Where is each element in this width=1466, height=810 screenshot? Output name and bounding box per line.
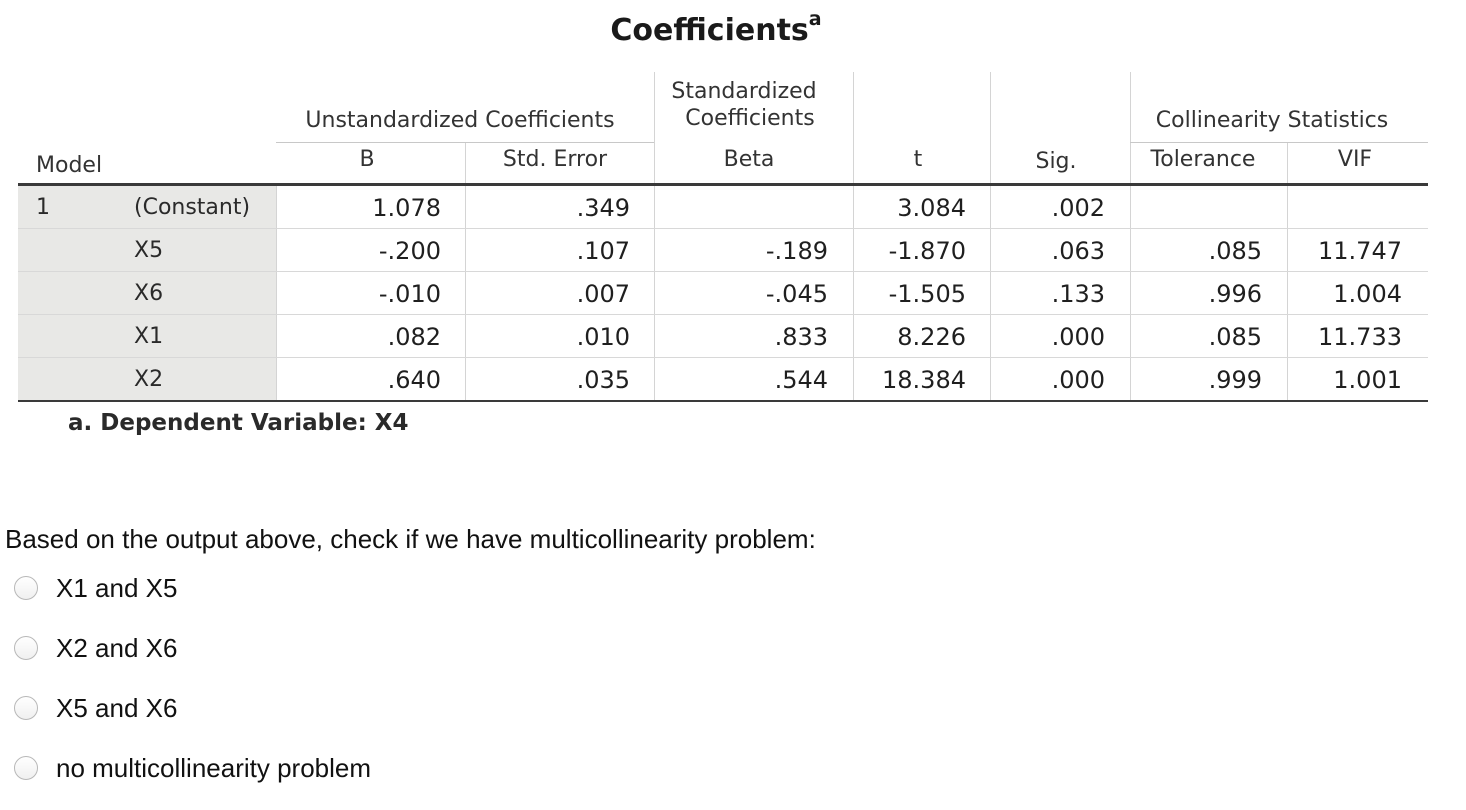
cell-sig: .133 — [1051, 280, 1105, 308]
header-sig: Sig. — [1035, 149, 1077, 174]
cell-b: -.200 — [378, 237, 441, 265]
cell-std-error: .010 — [576, 323, 630, 351]
header-divider — [853, 72, 854, 400]
cell-t: -1.870 — [888, 237, 966, 265]
header-model: Model — [36, 153, 103, 178]
cell-t: 18.384 — [882, 366, 966, 394]
cell-b: .640 — [387, 366, 441, 394]
cell-b: -.010 — [378, 280, 441, 308]
option-label[interactable]: X1 and X5 — [56, 572, 178, 603]
group-header-underline — [1130, 142, 1428, 143]
cell-t: -1.505 — [888, 280, 966, 308]
header-standardized-line2: Coefficients — [685, 106, 815, 131]
cell-tolerance: .996 — [1208, 280, 1262, 308]
header-vif: VIF — [1337, 147, 1373, 172]
row-label: X1 — [134, 324, 164, 349]
cell-tolerance: .085 — [1208, 237, 1262, 265]
cell-t: 8.226 — [897, 323, 966, 351]
radio-button[interactable] — [14, 636, 38, 660]
cell-beta: -.045 — [765, 280, 828, 308]
table-title — [0, 8, 1432, 48]
header-rule — [18, 183, 1428, 186]
header-divider — [276, 186, 277, 400]
radio-button[interactable] — [14, 576, 38, 600]
row-divider — [18, 357, 1428, 358]
cell-tolerance: .085 — [1208, 323, 1262, 351]
header-divider — [990, 72, 991, 400]
cell-std-error: .007 — [576, 280, 630, 308]
group-header-underline — [276, 142, 654, 143]
cell-vif: 11.747 — [1318, 237, 1402, 265]
row-label: X5 — [134, 238, 164, 263]
cell-sig: .000 — [1051, 366, 1105, 394]
option-x5-x6[interactable] — [14, 688, 177, 728]
cell-sig: .063 — [1051, 237, 1105, 265]
cell-vif: 1.004 — [1333, 280, 1402, 308]
row-divider — [18, 271, 1428, 272]
header-unstandardized: Unstandardized Coefficients — [305, 108, 615, 133]
table-bottom-rule — [18, 400, 1428, 402]
cell-std-error: .349 — [576, 194, 630, 222]
question-text: Based on the output above, check if we have multicollinearity problem: — [5, 524, 816, 554]
radio-button[interactable] — [14, 756, 38, 780]
header-standardized-line1: Standardized — [671, 79, 817, 104]
cell-b: 1.078 — [372, 194, 441, 222]
table-title-superscript: a — [808, 8, 822, 30]
cell-beta: -.189 — [765, 237, 828, 265]
option-label[interactable]: X2 and X6 — [56, 632, 178, 663]
row-divider — [18, 228, 1428, 229]
option-label[interactable]: X5 and X6 — [56, 692, 178, 723]
header-std-error: Std. Error — [502, 147, 608, 172]
cell-b: .082 — [387, 323, 441, 351]
option-no-multicollinearity[interactable] — [14, 748, 371, 788]
cell-std-error: .107 — [576, 237, 630, 265]
cell-vif: 11.733 — [1318, 323, 1402, 351]
cell-sig: .002 — [1051, 194, 1105, 222]
header-t: t — [913, 147, 923, 172]
cell-beta: .833 — [774, 323, 828, 351]
cell-t: 3.084 — [897, 194, 966, 222]
header-divider — [654, 72, 655, 400]
cell-tolerance: .999 — [1208, 366, 1262, 394]
model-number: 1 — [36, 195, 50, 220]
row-divider — [18, 314, 1428, 315]
table-title-text: Coefficients — [610, 13, 809, 48]
cell-std-error: .035 — [576, 366, 630, 394]
radio-button[interactable] — [14, 696, 38, 720]
option-x1-x5[interactable] — [14, 568, 177, 608]
option-x2-x6[interactable] — [14, 628, 177, 668]
header-tolerance: Tolerance — [1150, 147, 1256, 172]
header-divider — [1130, 72, 1131, 400]
row-label: (Constant) — [134, 195, 251, 220]
cell-beta: .544 — [774, 366, 828, 394]
cell-vif: 1.001 — [1333, 366, 1402, 394]
header-collinearity: Collinearity Statistics — [1155, 108, 1389, 133]
header-b: B — [359, 147, 375, 172]
table-footnote: a. Dependent Variable: X4 — [68, 410, 409, 436]
option-label[interactable]: no multicollinearity problem — [56, 752, 372, 783]
header-beta: Beta — [723, 147, 775, 172]
row-label: X2 — [134, 367, 164, 392]
cell-sig: .000 — [1051, 323, 1105, 351]
row-label: X6 — [134, 281, 164, 306]
